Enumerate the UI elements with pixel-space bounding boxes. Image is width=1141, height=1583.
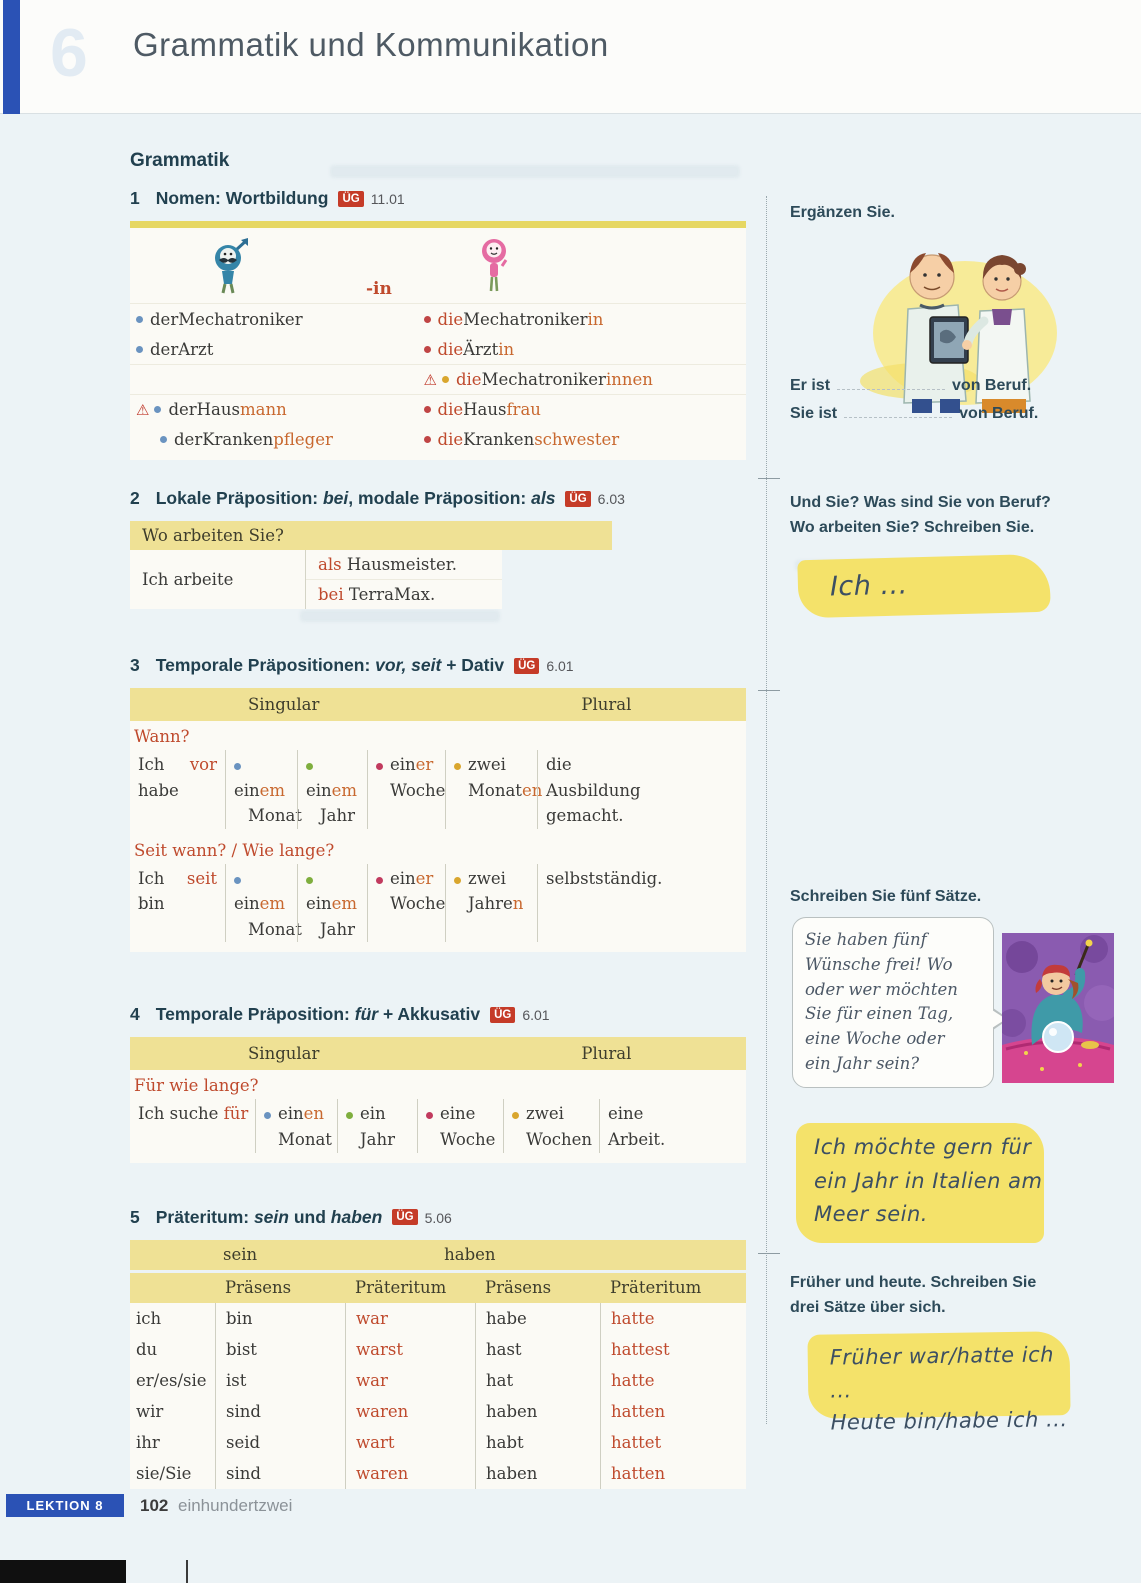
wortbildung-table <box>130 221 746 460</box>
conjugation-row: du bist warst hast hattest <box>130 1334 746 1365</box>
bullet-icon <box>454 763 461 770</box>
task-separator-tick <box>758 1253 780 1254</box>
highlighted-note: Ich möchte gern für ein Jahr in Italien am Meer sein. <box>796 1123 1044 1243</box>
wortbildung-row: der Kranken pfleger die Kranken schwester <box>130 424 746 454</box>
vor-seit-table <box>130 688 746 952</box>
section-4-heading: 4 Temporale Präposition: für + Akkusativ ÜG 6.01 <box>130 1004 550 1025</box>
bullet-icon <box>512 1112 519 1119</box>
task-instruction: Früher und heute. Schreiben Sie drei Sätze über sich. <box>790 1274 1037 1316</box>
conjugation-row: er/es/sie ist war hat hatte <box>130 1365 746 1396</box>
grammar-heading: Grammatik <box>130 150 230 171</box>
task-separator-tick <box>758 478 780 479</box>
praeteritum-table <box>130 1240 746 1489</box>
next-page-edge <box>0 1560 126 1583</box>
bullet-icon <box>426 1112 433 1119</box>
section-title: Nomen: Wortbildung <box>155 188 329 208</box>
bullet-icon <box>306 763 313 770</box>
section-2-heading: 2 Lokale Präposition: bei, modale Präposition: als ÜG 6.03 <box>130 488 625 508</box>
page-title: Grammatik und Kommunikation <box>133 26 609 63</box>
bullet-icon <box>154 406 161 413</box>
page-number-word: einhundertzwei <box>178 1496 293 1515</box>
wortbildung-row: ⚠ die Mechatroniker innen <box>130 364 746 394</box>
grammar-reference: 6.01 <box>546 658 574 674</box>
section-3-heading: 3 Temporale Präpositionen: vor, seit + Dativ ÜG 6.01 <box>130 655 574 675</box>
highlighted-note: Früher war/hatte ich ... Heute bin/habe ich ... <box>807 1331 1070 1419</box>
fill-in-sentence: Sie ist von Beruf. <box>790 405 1039 422</box>
grammar-reference: 6.01 <box>522 1007 550 1024</box>
task-instruction: Schreiben Sie fünf Sätze. <box>790 888 982 905</box>
chapter-number-watermark: 6 <box>50 15 88 91</box>
bullet-icon <box>160 436 167 443</box>
gender-icons-row <box>130 228 746 304</box>
option-row: bei TerraMax. <box>306 579 502 609</box>
verb-group-header: sein haben <box>130 1240 746 1270</box>
bullet-icon <box>376 763 383 770</box>
table-accent-bar <box>130 221 746 228</box>
uebungsgrammatik-badge: ÜG <box>338 191 363 207</box>
bullet-icon <box>136 346 143 353</box>
chapter-color-bar <box>3 0 20 114</box>
blank-field <box>837 377 945 390</box>
bullet-icon <box>424 316 431 323</box>
column-divider <box>766 196 767 1424</box>
uebungsgrammatik-badge: ÜG <box>514 658 539 674</box>
grammar-reference: 11.01 <box>370 191 405 207</box>
wortbildung-row: der Mechatroniker die Mechatroniker in <box>130 304 746 334</box>
bullet-icon <box>442 376 449 383</box>
bullet-icon <box>264 1112 271 1119</box>
uebungsgrammatik-badge: ÜG <box>490 1007 515 1023</box>
conjugation-row: wir sind waren haben hatten <box>130 1396 746 1427</box>
section-number: 3 <box>130 655 140 675</box>
lektion-badge: LEKTION 8 <box>6 1494 124 1517</box>
example-row: Ich habe vor einem Monat einem Jahr einer Woche zwei Monaten die Ausbildung gemacht. <box>130 750 746 835</box>
next-page-edge-line <box>186 1560 188 1583</box>
bullet-icon <box>424 406 431 413</box>
bullet-icon <box>454 877 461 884</box>
section-number: 1 <box>130 188 140 208</box>
bullet-icon <box>346 1112 353 1119</box>
grammar-column <box>130 150 746 1489</box>
blank-field <box>844 405 952 418</box>
number-header-row: Singular Plural <box>130 688 746 721</box>
tense-header: Präsens Präteritum Präsens Präteritum <box>130 1273 746 1303</box>
page-number: 102 <box>140 1496 169 1515</box>
bullet-icon <box>376 877 383 884</box>
conjugation-row: sie/Sie sind waren haben hatten <box>130 1458 746 1489</box>
example-row: Ich bin seit einem Monat einem Jahr einer Woche zwei Jahren selbstständig. <box>130 864 746 949</box>
bullet-icon <box>424 436 431 443</box>
warning-icon: ⚠ <box>136 400 150 419</box>
highlighted-note: Ich ... <box>797 554 1050 619</box>
task-instruction: Ergänzen Sie. <box>790 204 895 221</box>
table-question-header: Wo arbeiten Sie? <box>130 521 612 550</box>
option-row: als Hausmeister. <box>318 555 458 574</box>
page-header <box>0 0 1141 114</box>
bullet-icon <box>136 316 143 323</box>
task-instruction: Und Sie? Was sind Sie von Beruf? Wo arbeiten Sie? Schreiben Sie. <box>790 494 1051 536</box>
grammar-reference: 5.06 <box>424 1209 452 1226</box>
section-number: 5 <box>130 1206 140 1227</box>
section-5-heading: 5 Präteritum: sein und haben ÜG 5.06 <box>130 1206 452 1227</box>
uebungsgrammatik-badge: ÜG <box>565 491 590 507</box>
question-label: Für wie lange? <box>134 1076 259 1096</box>
conjugation-row: ihr seid wart habt hattet <box>130 1427 746 1458</box>
fuer-table <box>130 1037 746 1162</box>
question-label: Wann? <box>134 727 190 746</box>
bullet-icon <box>234 763 241 770</box>
fill-in-sentence: Er ist von Beruf. <box>790 377 1032 394</box>
number-header-row: Singular Plural <box>130 1037 746 1070</box>
speech-bubble: Sie haben fünf Wünsche frei! Wo oder wer möchten Sie für einen Tag, eine Woche oder ein Jahr sein? <box>792 917 994 1088</box>
bullet-icon <box>306 877 313 884</box>
fortune-teller-illustration <box>1002 933 1114 1083</box>
bei-als-table <box>130 521 746 609</box>
bullet-icon <box>424 346 431 353</box>
grammar-reference: 6.03 <box>597 491 625 507</box>
task-separator-tick <box>758 690 780 691</box>
kommunikation-column <box>790 195 1100 1435</box>
sentence-stem: Ich arbeite <box>142 570 234 589</box>
question-label: Seit wann? / Wie lange? <box>134 840 335 860</box>
uebungsgrammatik-badge: ÜG <box>392 1209 417 1225</box>
suffix-label: -in <box>366 279 392 299</box>
section-number: 2 <box>130 488 140 508</box>
bullet-icon <box>234 877 241 884</box>
example-row: Ich suche für einen Monat ein Jahr eine Woche zwei Wochen eine Arbeit. <box>130 1099 746 1158</box>
warning-icon: ⚠ <box>423 370 437 389</box>
conjugation-row: ich bin war habe hatte <box>130 1303 746 1334</box>
wortbildung-row: ⚠ der Haus mann die Haus frau <box>130 394 746 424</box>
section-number: 4 <box>130 1004 140 1025</box>
male-figure-icon <box>208 238 252 296</box>
female-figure-icon <box>478 236 512 296</box>
section-1-heading <box>130 188 746 209</box>
wortbildung-row: der Arzt die Ärzt in <box>130 334 746 364</box>
